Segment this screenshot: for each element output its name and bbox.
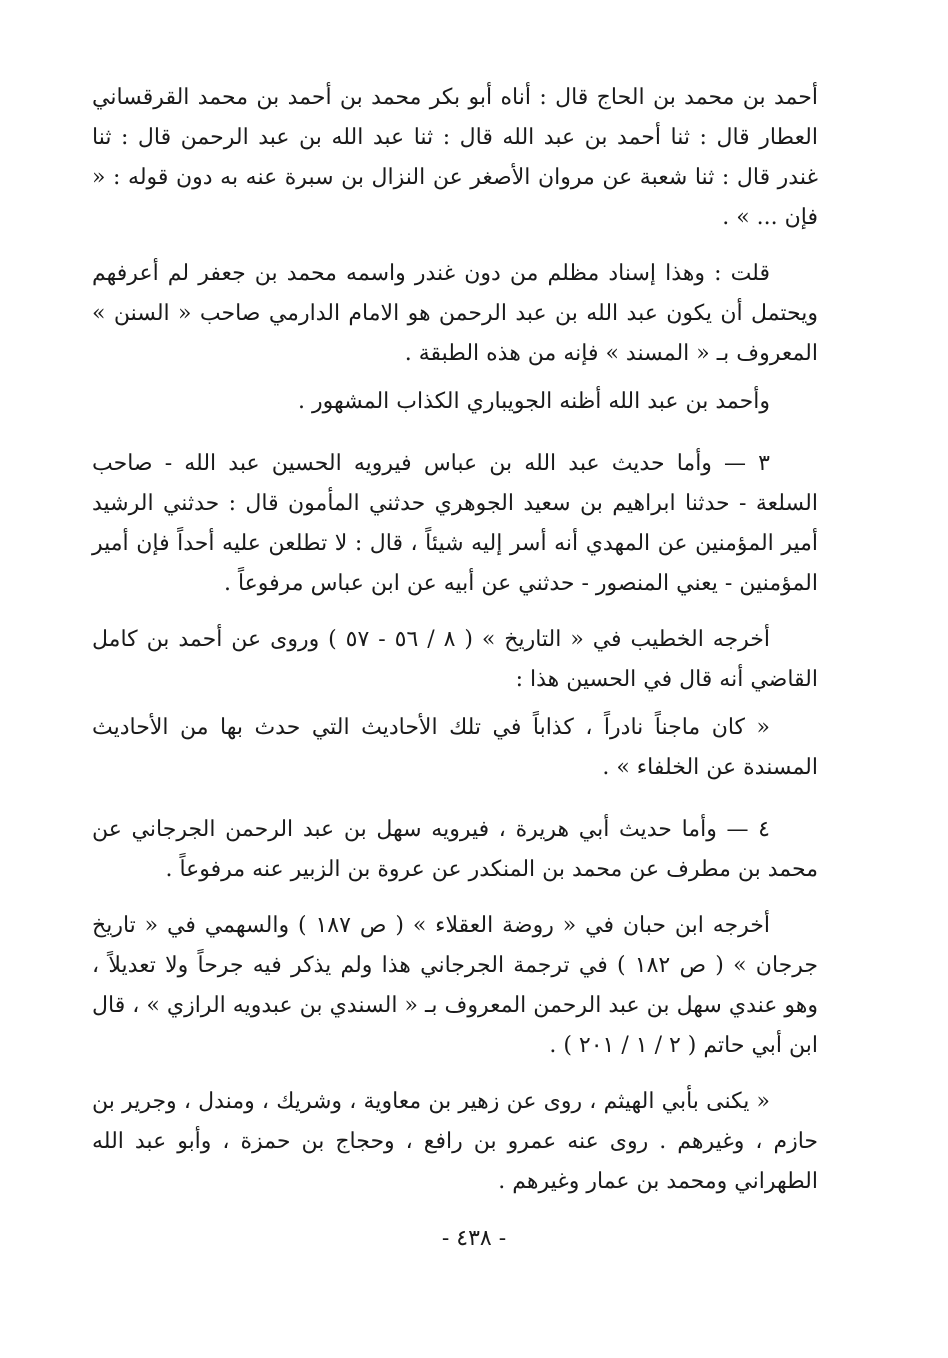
paragraph-juwaybari-note: وأحمد بن عبد الله أظنه الجويباري الكذاب المشهور . — [298, 389, 770, 414]
page-body — [92, 78, 818, 1202]
paragraph-ibn-hibban-sahmi: أخرجه ابن حبان في « روضة العقلاء » ( ص ١٨٧ ) والسهمي في « تاريخ جرجان » ( ص ١٨٢ ) في ترجمة الجرجاني هذا ولم يذكر فيه جرحاً ولا تعديلاً ، وهو عندي سهل بن عبد الرحمن المعروف بـ « السندي بن عبدويه الرازي » ، قال ابن أبي حاتم ( ٢ / ١ / ٢٠١ ) . — [92, 913, 819, 1058]
paragraph-qultu-comment: قلت : وهذا إسناد مظلم من دون غندر واسمه محمد بن جعفر لم أعرفهم ويحتمل أن يكون عبد الله بن عبد الرحمن هو الامام الدارمي صاحب « السنن » المعروف بـ « المسند » فإنه من هذه الطبقة . — [92, 261, 818, 366]
paragraph-quote-abu-haytham: « يكنى بأبي الهيثم ، روى عن زهير بن معاوية ، وشريك ، ومندل ، وجرير بن حازم ، وغيرهم . روى عنه عمرو بن رافع ، وحجاج بن حمزة ، وأبو عبد الله الطهراني ومحمد بن عمار وغيرهم . — [92, 1089, 818, 1194]
page-number: - ٤٣٨ - — [441, 1226, 507, 1251]
paragraph-hadith-abu-hurayra: ٤ — وأما حديث أبي هريرة ، فيرويه سهل بن عبد الرحمن الجرجاني عن محمد بن مطرف عن محمد بن المنكدر عن عروة بن الزبير عنه مرفوعاً . — [92, 817, 818, 882]
paragraph-isnad-ahmad: أحمد بن محمد بن الحاج قال : أناه أبو بكر محمد بن أحمد بن محمد القرقساني العطار قال : ثنا أحمد بن عبد الله قال : ثنا عبد الله بن عبد الرحمن قال : ثنا غندر قال : ثنا شعبة عن مروان الأصغر عن النزال بن سبرة عنه به دون قوله : « فإن ... » . — [92, 85, 818, 230]
paragraph-quote-kadhdhab: « كان ماجناً نادراً ، كذاباً في تلك الأحاديث التي حدث بها من الأحاديث المسندة عن الخلفاء » . — [92, 715, 818, 780]
paragraph-khatib-tarikh: أخرجه الخطيب في « التاريخ » ( ٨ / ٥٦ - ٥٧ ) وروى عن أحمد بن كامل القاضي أنه قال في الحسين هذا : — [92, 627, 818, 692]
paragraph-hadith-ibn-abbas: ٣ — وأما حديث عبد الله بن عباس فيرويه الحسين عبد الله - صاحب السلعة - حدثنا ابراهيم بن سعيد الجوهري حدثني المأمون قال : حدثني الرشيد أمير المؤمنين عن المهدي أنه أسر إليه شيئاً ، قال : لا تطلعن عليه أحداً فإن أمير المؤمنين - يعني المنصور - حدثني عن أبيه عن ابن عباس مرفوعاً . — [92, 451, 818, 596]
